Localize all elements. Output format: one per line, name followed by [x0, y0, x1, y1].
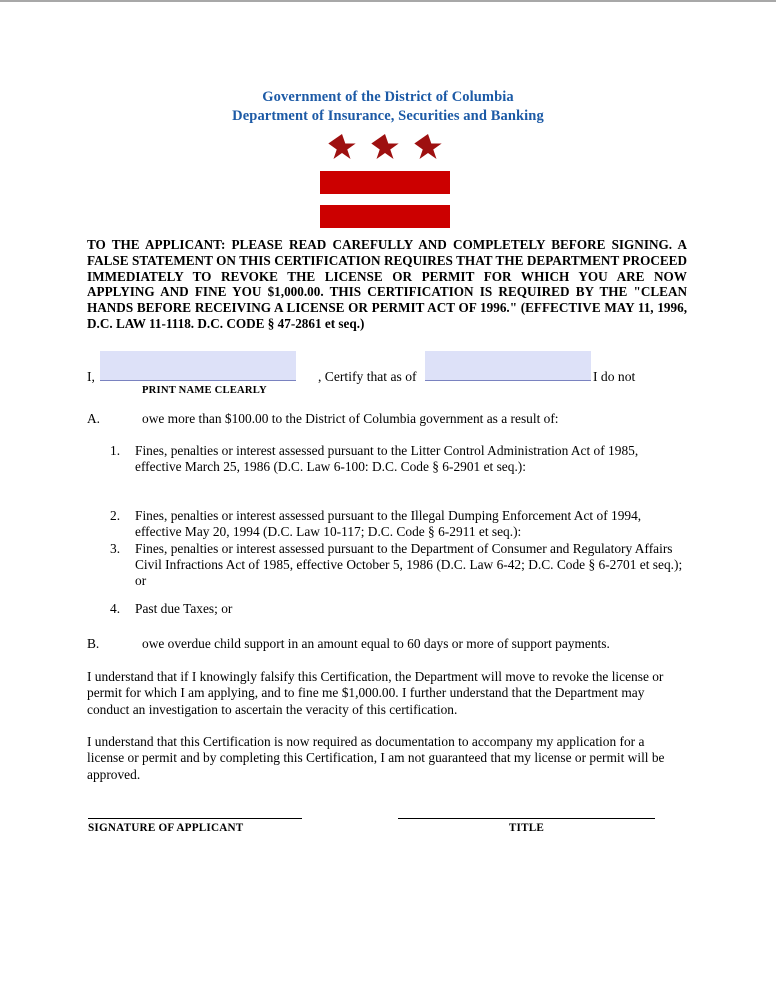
clause-marker: 3.	[110, 541, 121, 556]
clause-text: Fines, penalties or interest assessed pursuant to the Illegal Dumping Enforcement Act of 1994, effective May 20, 1994 (D.C. Law 10-117; D.C. Code § 6-2911 et seq.):	[135, 508, 642, 540]
acknowledgement-paragraph-2: I understand that this Certification is now required as documentation to accompany my application for a license or permit and by completing this Certification, I am not guaranteed that my license or permit will be approved.	[87, 734, 665, 782]
clause-b	[87, 636, 687, 652]
clause-text: Past due Taxes; or	[135, 601, 233, 616]
clause-a-item-1	[110, 443, 688, 475]
flag-bar	[320, 205, 450, 228]
certification-line	[87, 362, 687, 384]
acknowledgement-paragraph-1: I understand that if I knowingly falsify this Certification, the Department will move to revoke the license or permit for which I am applying, and to fine me $1,000.00. I further understand that the Department may conduct an investigation to ascertain the veracity of this certification.	[87, 669, 664, 717]
clause-marker: 4.	[110, 601, 121, 616]
clause-a	[87, 411, 687, 427]
clause-marker: B.	[87, 636, 100, 651]
agency-header-line-2: Department of Insurance, Securities and Banking	[232, 108, 544, 124]
clause-a-item-3	[110, 541, 688, 590]
clause-text: Fines, penalties or interest assessed pursuant to the Litter Control Administration Act of 1985, effective March 25, 1986 (D.C. Law 6-100: D.C. Code § 6-2901 et seq.):	[135, 443, 639, 475]
clause-marker: 2.	[110, 508, 121, 523]
clause-text: owe more than $100.00 to the District of Columbia government as a result of:	[142, 411, 559, 426]
signature-of-applicant-group	[88, 818, 302, 834]
certify-prefix-text: I,	[87, 369, 95, 384]
clause-text: Fines, penalties or interest assessed pursuant to the Department of Consumer and Regulatory Affairs Civil Infractions Act of 1985, effective October 5, 1986 (D.C. Law 6-42; D.C. Code § 6-2701 et seq.); or	[135, 541, 683, 589]
applicant-notice: TO THE APPLICANT: PLEASE READ CAREFULLY AND COMPLETELY BEFORE SIGNING. A FALSE STATEMENT ON THIS CERTIFICATION REQUIRES THAT THE DEPARTMENT PROCEED IMMEDIATELY TO REVOKE THE LICENSE OR PERMIT FOR WHICH YOU ARE NOW APPLYING AND FINE YOU $1,000.00. THIS CERTIFICATION IS REQUIRED BY THE "CLEAN HANDS BEFORE RECEIVING A LICENSE OR PERMIT ACT OF 1996." (EFFECTIVE MAY 11, 1996, D.C. LAW 11-1118. D.C. CODE § 47-2861 et seq.)	[87, 237, 687, 331]
certification-date-field[interactable]	[425, 351, 591, 381]
applicant-name-field[interactable]	[100, 351, 296, 381]
flag-bar	[320, 171, 450, 194]
agency-header-line-1: Government of the District of Columbia	[262, 89, 514, 105]
clause-marker: A.	[87, 411, 101, 426]
star-icon	[328, 134, 356, 161]
certify-suffix-text: I do not	[593, 369, 636, 384]
clause-a-item-4	[110, 601, 688, 617]
star-icon	[371, 134, 399, 161]
signature-of-applicant-label: SIGNATURE OF APPLICANT	[88, 822, 244, 834]
star-icon	[414, 134, 442, 161]
clause-a-item-2	[110, 508, 688, 540]
print-name-clearly-label: PRINT NAME CLEARLY	[142, 385, 267, 396]
dc-flag-emblem	[320, 134, 450, 230]
clause-marker: 1.	[110, 443, 121, 458]
title-label: TITLE	[508, 822, 545, 834]
certify-middle-text: , Certify that as of	[318, 369, 417, 384]
title-group	[398, 818, 655, 834]
clause-text: owe overdue child support in an amount equal to 60 days or more of support payments.	[142, 636, 610, 651]
agency-header	[0, 88, 776, 126]
